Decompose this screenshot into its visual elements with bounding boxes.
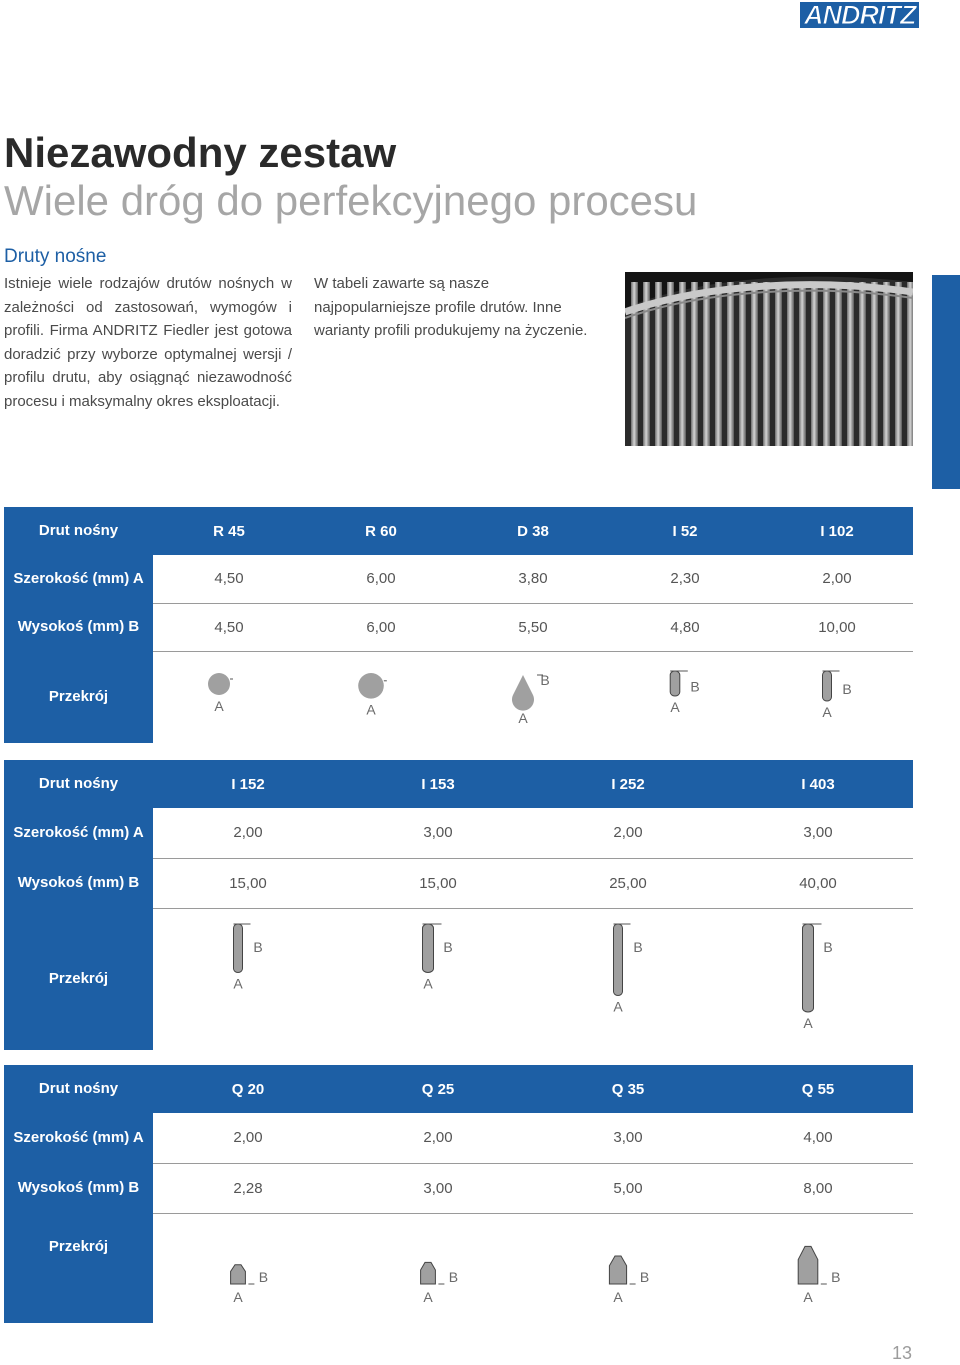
dimension-label-b: B [823,939,833,956]
photo-rod [883,282,890,446]
height-value: 6,00 [305,603,457,651]
width-value: 2,00 [533,808,723,858]
photo-rod [775,282,782,446]
label-height: Wysokoś (mm) B [4,858,153,908]
profile-shape [358,673,384,699]
dimension-label-b: B [639,1269,650,1286]
width-value: 2,00 [343,1113,533,1163]
dimension-label-a: A [822,704,832,721]
height-value: 5,50 [457,603,609,651]
height-value: 3,00 [343,1163,533,1213]
height-value: 4,50 [153,603,305,651]
photo-rod [727,282,734,446]
label-wire: Drut nośny [4,1065,153,1113]
width-value: 4,00 [723,1113,913,1163]
profile-shape [798,1247,818,1285]
dimension-label-a: A [613,998,623,1015]
width-value: 2,00 [761,555,913,603]
photo-rod [859,282,866,446]
cross-section [343,908,533,1050]
cross-section [723,908,913,1050]
profile-shape [423,924,434,973]
photo-rod [739,282,746,446]
height-value: 15,00 [153,858,343,908]
profile-name: R 60 [305,507,457,555]
dimension-label-a: A [518,710,528,727]
photo-rod [811,282,818,446]
intro-paragraph-2: W tabeli zawarte są nasze najpopularniejsze profile drutów. Inne warianty profili produkujemy na życzenie. [314,275,588,339]
width-value: 2,00 [153,1113,343,1163]
width-value: 2,00 [153,808,343,858]
height-value: 15,00 [343,858,533,908]
dimension-label-b: B [633,939,643,956]
height-value: 4,80 [609,603,761,651]
dimension-label-a: A [670,699,680,716]
dimension-label-b: B [253,939,263,956]
height-value: 40,00 [723,858,913,908]
photo-rod [895,282,902,446]
dimension-label-a: A [214,698,224,715]
label-section: Przekrój [4,1213,153,1323]
width-value: 3,00 [533,1113,723,1163]
width-value: 6,00 [305,555,457,603]
cross-section [723,1213,913,1323]
page-title: Niezawodny zestaw [4,129,397,176]
label-section: Przekrój [4,908,153,1050]
profile-shape [670,671,680,696]
page-subtitle: Wiele dróg do perfekcyjnego procesu [4,177,698,224]
label-section: Przekrój [4,651,153,743]
wire-table-q [4,1065,913,1323]
intro-paragraph: Istnieje wiele rodzajów drutów nośnych w zależności od zastosowań, wymogów i profili. Firma ANDRITZ Fiedler jest gotowa doradzić przy wyborze optymalnej wersji / profilu drutu, aby osiągnąć niezawodność procesu i maksymalny okres eksploatacji. [4,275,292,410]
photo-rod [847,282,854,446]
label-width: Szerokość (mm) A [4,555,153,603]
profile-shape [208,673,230,695]
wire-table-r-d-i [4,507,913,743]
cross-section [609,651,761,743]
photo-rod [823,282,830,446]
profile-name: I 52 [609,507,761,555]
cross-section [343,1213,533,1323]
photo-rod [715,282,722,446]
profile-name: Q 25 [343,1065,533,1113]
photo-rod [691,282,698,446]
dimension-label-a: A [423,1289,433,1306]
photo-rod [871,282,878,446]
cross-section [457,651,609,743]
width-value: 4,50 [153,555,305,603]
profile-shape [421,1263,436,1285]
dimension-label-a: A [233,1289,243,1306]
dimension-label-a: A [803,1015,813,1032]
width-value: 2,30 [609,555,761,603]
photo-rod [763,282,770,446]
photo-rod [703,282,710,446]
profile-shape [231,1265,246,1284]
dimension-label-b: B [690,678,700,695]
profile-name: I 252 [533,760,723,808]
dimension-label-b: B [842,681,852,698]
profile-name: R 45 [153,507,305,555]
label-wire: Drut nośny [4,760,153,808]
profile-name: D 38 [457,507,609,555]
photo-rod [751,282,758,446]
dimension-label-a: A [366,701,376,718]
profile-shape [614,924,623,996]
cross-section [533,1213,723,1323]
section-heading: Druty nośne [4,246,107,267]
wire-screen-photo [625,272,913,446]
cross-section [153,908,343,1050]
dimension-label-a: A [613,1289,623,1306]
height-value: 8,00 [723,1163,913,1213]
label-width: Szerokość (mm) A [4,1113,153,1163]
dimension-label-b: B [831,1269,841,1286]
label-height: Wysokoś (mm) B [4,1163,153,1213]
cross-section [153,651,305,743]
profile-name: I 403 [723,760,913,808]
profile-name: Q 20 [153,1065,343,1113]
photo-rod [835,282,842,446]
profile-shape [512,675,534,711]
dimension-label-b: B [443,939,453,956]
dimension-label-b: B [448,1269,459,1286]
profile-shape [803,924,814,1012]
width-value: 3,00 [343,808,533,858]
profile-shape [234,924,243,973]
dimension-label-a: A [423,975,433,992]
page-number: 13 [891,1343,912,1363]
height-value: 25,00 [533,858,723,908]
cross-section [153,1213,343,1323]
height-value: 2,28 [153,1163,343,1213]
wire-table-i [4,760,913,1050]
cross-section [305,651,457,743]
logo-text: ANDRITZ [800,2,919,28]
photo-rod [787,282,794,446]
profile-name: I 153 [343,760,533,808]
dimension-label-b: B [258,1269,269,1286]
profile-shape [823,671,832,701]
profile-name: Q 55 [723,1065,913,1113]
label-wire: Drut nośny [4,507,153,555]
label-width: Szerokość (mm) A [4,808,153,858]
cross-section [761,651,913,743]
profile-name: I 102 [761,507,913,555]
width-value: 3,80 [457,555,609,603]
profile-name: Q 35 [533,1065,723,1113]
height-value: 5,00 [533,1163,723,1213]
dimension-label-a: A [803,1289,813,1306]
side-tab [932,275,960,489]
photo-rod [799,282,806,446]
photo-rod [907,282,913,446]
dimension-label-a: A [233,975,243,992]
profile-shape [609,1256,626,1284]
dimension-label-b: B [540,672,550,689]
cross-section [533,908,723,1050]
label-height: Wysokoś (mm) B [4,603,153,651]
andritz-logo [800,0,916,30]
profile-name: I 152 [153,760,343,808]
photo-rod [679,282,686,446]
height-value: 10,00 [761,603,913,651]
width-value: 3,00 [723,808,913,858]
